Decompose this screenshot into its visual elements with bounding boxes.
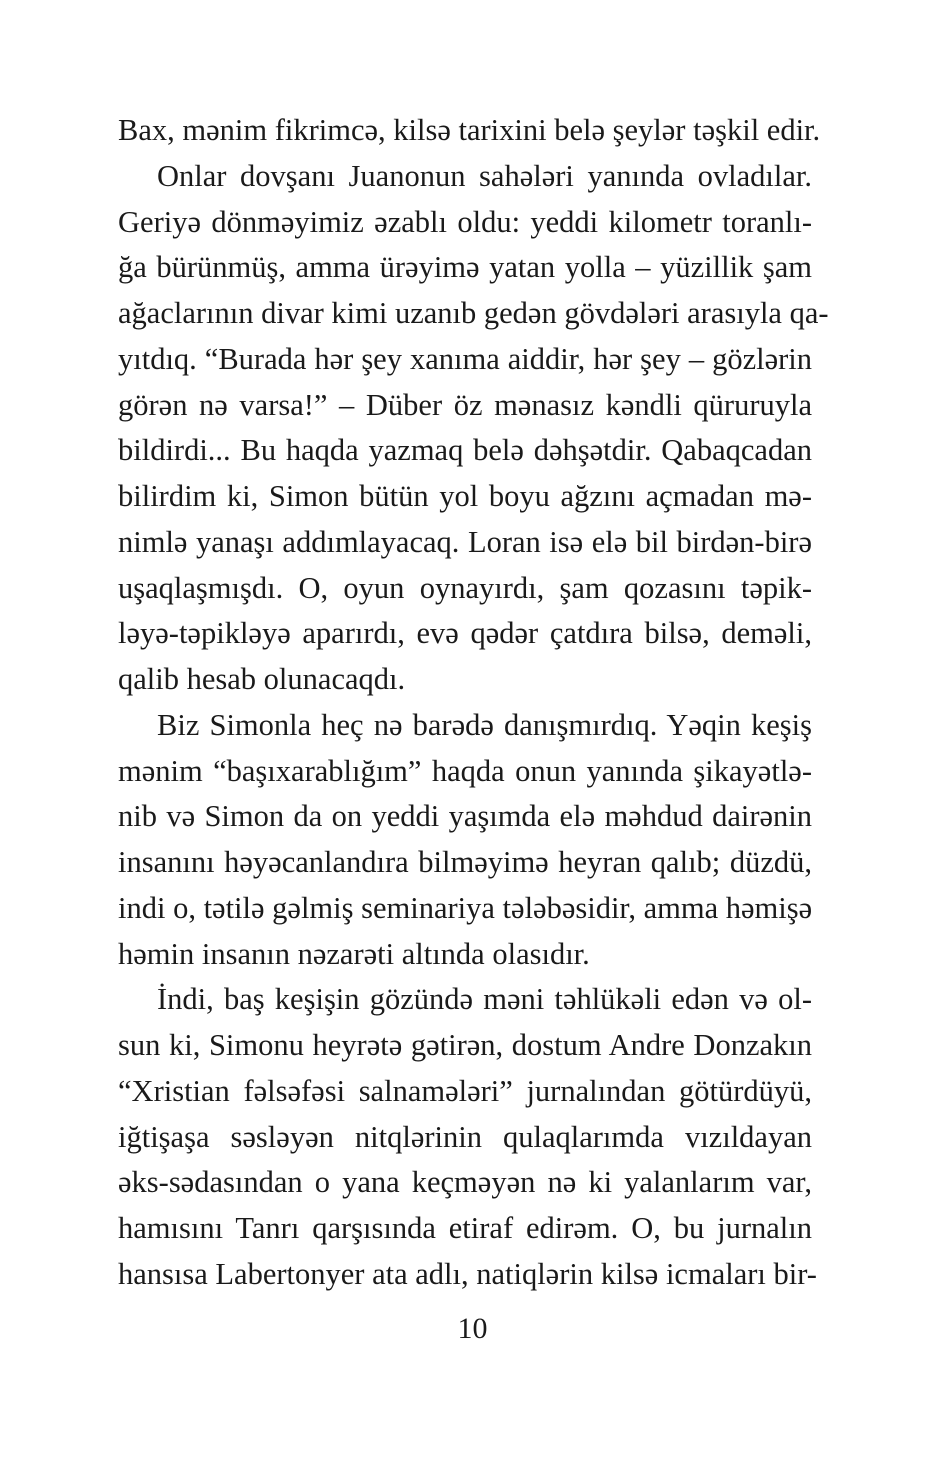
text-line: Geriyə dönməyimiz əzablı oldu: yeddi kilometr toranlı- bbox=[118, 204, 812, 239]
text-line: qalib hesab olunacaqdı. bbox=[118, 662, 406, 696]
text-line: nimlə yanaşı addımlayacaq. Loran isə elə bil birdən-birə bbox=[118, 524, 812, 559]
text-line: Onlar dovşanı Juanonun sahələri yanında ovladılar. bbox=[157, 158, 812, 193]
text-line: iğtişaşa səsləyən nitqlərinin qulaqlarımda vızıldayan bbox=[118, 1119, 812, 1154]
text-line: “Xristian fəlsəfəsi salnamələri” jurnalından götürdüyü, bbox=[118, 1073, 812, 1108]
text-line: yıtdıq. “Burada hər şey xanıma aiddir, hər şey – gözlərin bbox=[118, 341, 812, 376]
text-line: indi o, tətilə gəlmiş seminariya tələbəsidir, amma həmişə bbox=[118, 890, 813, 925]
text-line: bildirdi... Bu haqda yazmaq belə dəhşətdir. Qabaqcadan bbox=[118, 433, 812, 468]
text-line: İndi, baş keşişin gözündə məni təhlükəli edən və ol- bbox=[157, 982, 812, 1017]
text-line: sun ki, Simonu heyrətə gətirən, dostum Andre Donzakın bbox=[118, 1028, 812, 1062]
text-line: əks-sədasından o yana keçməyən nə ki yalanlarım var, bbox=[118, 1165, 812, 1200]
text-line: görən nə varsa!” – Düber öz mənasız kəndli qüruruyla bbox=[118, 387, 812, 422]
text-line: Biz Simonla heç nə barədə danışmırdıq. Yəqin keşiş bbox=[157, 707, 812, 742]
text-line: hamısını Tanrı qarşısında etiraf edirəm. O, bu jurnalın bbox=[118, 1211, 812, 1245]
text-line: uşaqlaşmışdı. O, oyun oynayırdı, şam qozasını təpik- bbox=[118, 570, 812, 605]
text-line: insanını həyəcanlandıra bilməyimə heyran qalıb; düzdü, bbox=[118, 845, 812, 879]
page-number: 10 bbox=[457, 1312, 488, 1345]
text-line: həmin insanın nəzarəti altında olasıdır. bbox=[118, 936, 590, 971]
text-line: hansısa Labertonyer ata adlı, natiqlərin kilsə icmaları bir- bbox=[118, 1256, 817, 1291]
text-line: Bax, mənim fikrimcə, kilsə tarixini belə şeylər təşkil edir. bbox=[118, 113, 821, 147]
text-line: bilirdim ki, Simon bütün yol boyu ağzını açmadan mə- bbox=[118, 479, 812, 513]
body-text bbox=[118, 108, 829, 1298]
text-line: ləyə-təpikləyə aparırdı, evə qədər çatdıra bilsə, deməli, bbox=[118, 616, 812, 651]
text-line: ağaclarının divar kimi uzanıb gedən gövdələri arasıyla qa- bbox=[118, 296, 829, 330]
text-line: nib və Simon da on yeddi yaşımda elə məhdud dairənin bbox=[118, 799, 812, 834]
text-line: ğa bürünmüş, amma ürəyimə yatan yolla – yüzillik şam bbox=[118, 250, 812, 285]
text-line: mənim “başıxarablığım” haqda onun yanında şikayətlə- bbox=[118, 753, 812, 788]
